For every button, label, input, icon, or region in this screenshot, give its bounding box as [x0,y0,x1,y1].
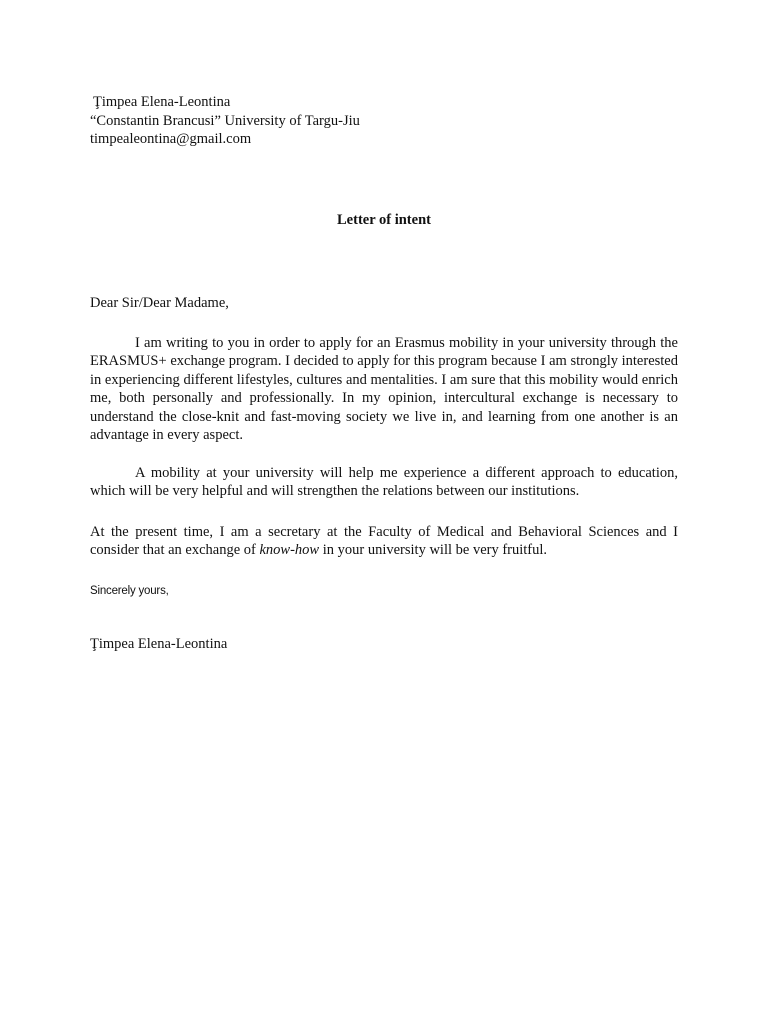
sender-email: timpealeontina@gmail.com [90,131,252,147]
know-how-emphasis: know-how [259,542,320,559]
paragraph-3-text-after: in your university will be very fruitful. [319,542,548,559]
closing: Sincerely yours, [90,585,169,597]
paragraph-3-text-before: At the present time, I am a secretary at the Faculty of Medical and Behavioral Sciences and I consider that an exchange of [90,524,678,559]
signature: Ţimpea Elena-Leontina [90,636,228,652]
sender-block [90,93,680,149]
body-paragraph-1: I am writing to you in order to apply for an Erasmus mobility in your university through the ERASMUS+ exchange program. I decided to apply for this program because I am strongly interested in experiencing different lifestyles, cultures and mentalities. I am sure that this mobility would enrich me, both personally and professionally. In my opinion, intercultural exchange is necessary to understand the close-knit and fast-moving society we live in, and learning from one another is an advantage in every aspect. [90,335,678,444]
salutation: Dear Sir/Dear Madame, [90,295,229,311]
body-paragraph-3 [90,523,678,560]
body-paragraph-2: A mobility at your university will help me experience a different approach to education, which will be very helpful and will strengthen the relations between our institutions. [90,465,678,500]
letter-title: Letter of intent [337,212,431,228]
sender-name: Ţimpea Elena-Leontina [93,94,231,110]
sender-university: “Constantin Brancusi” University of Targu-Jiu [90,112,360,129]
